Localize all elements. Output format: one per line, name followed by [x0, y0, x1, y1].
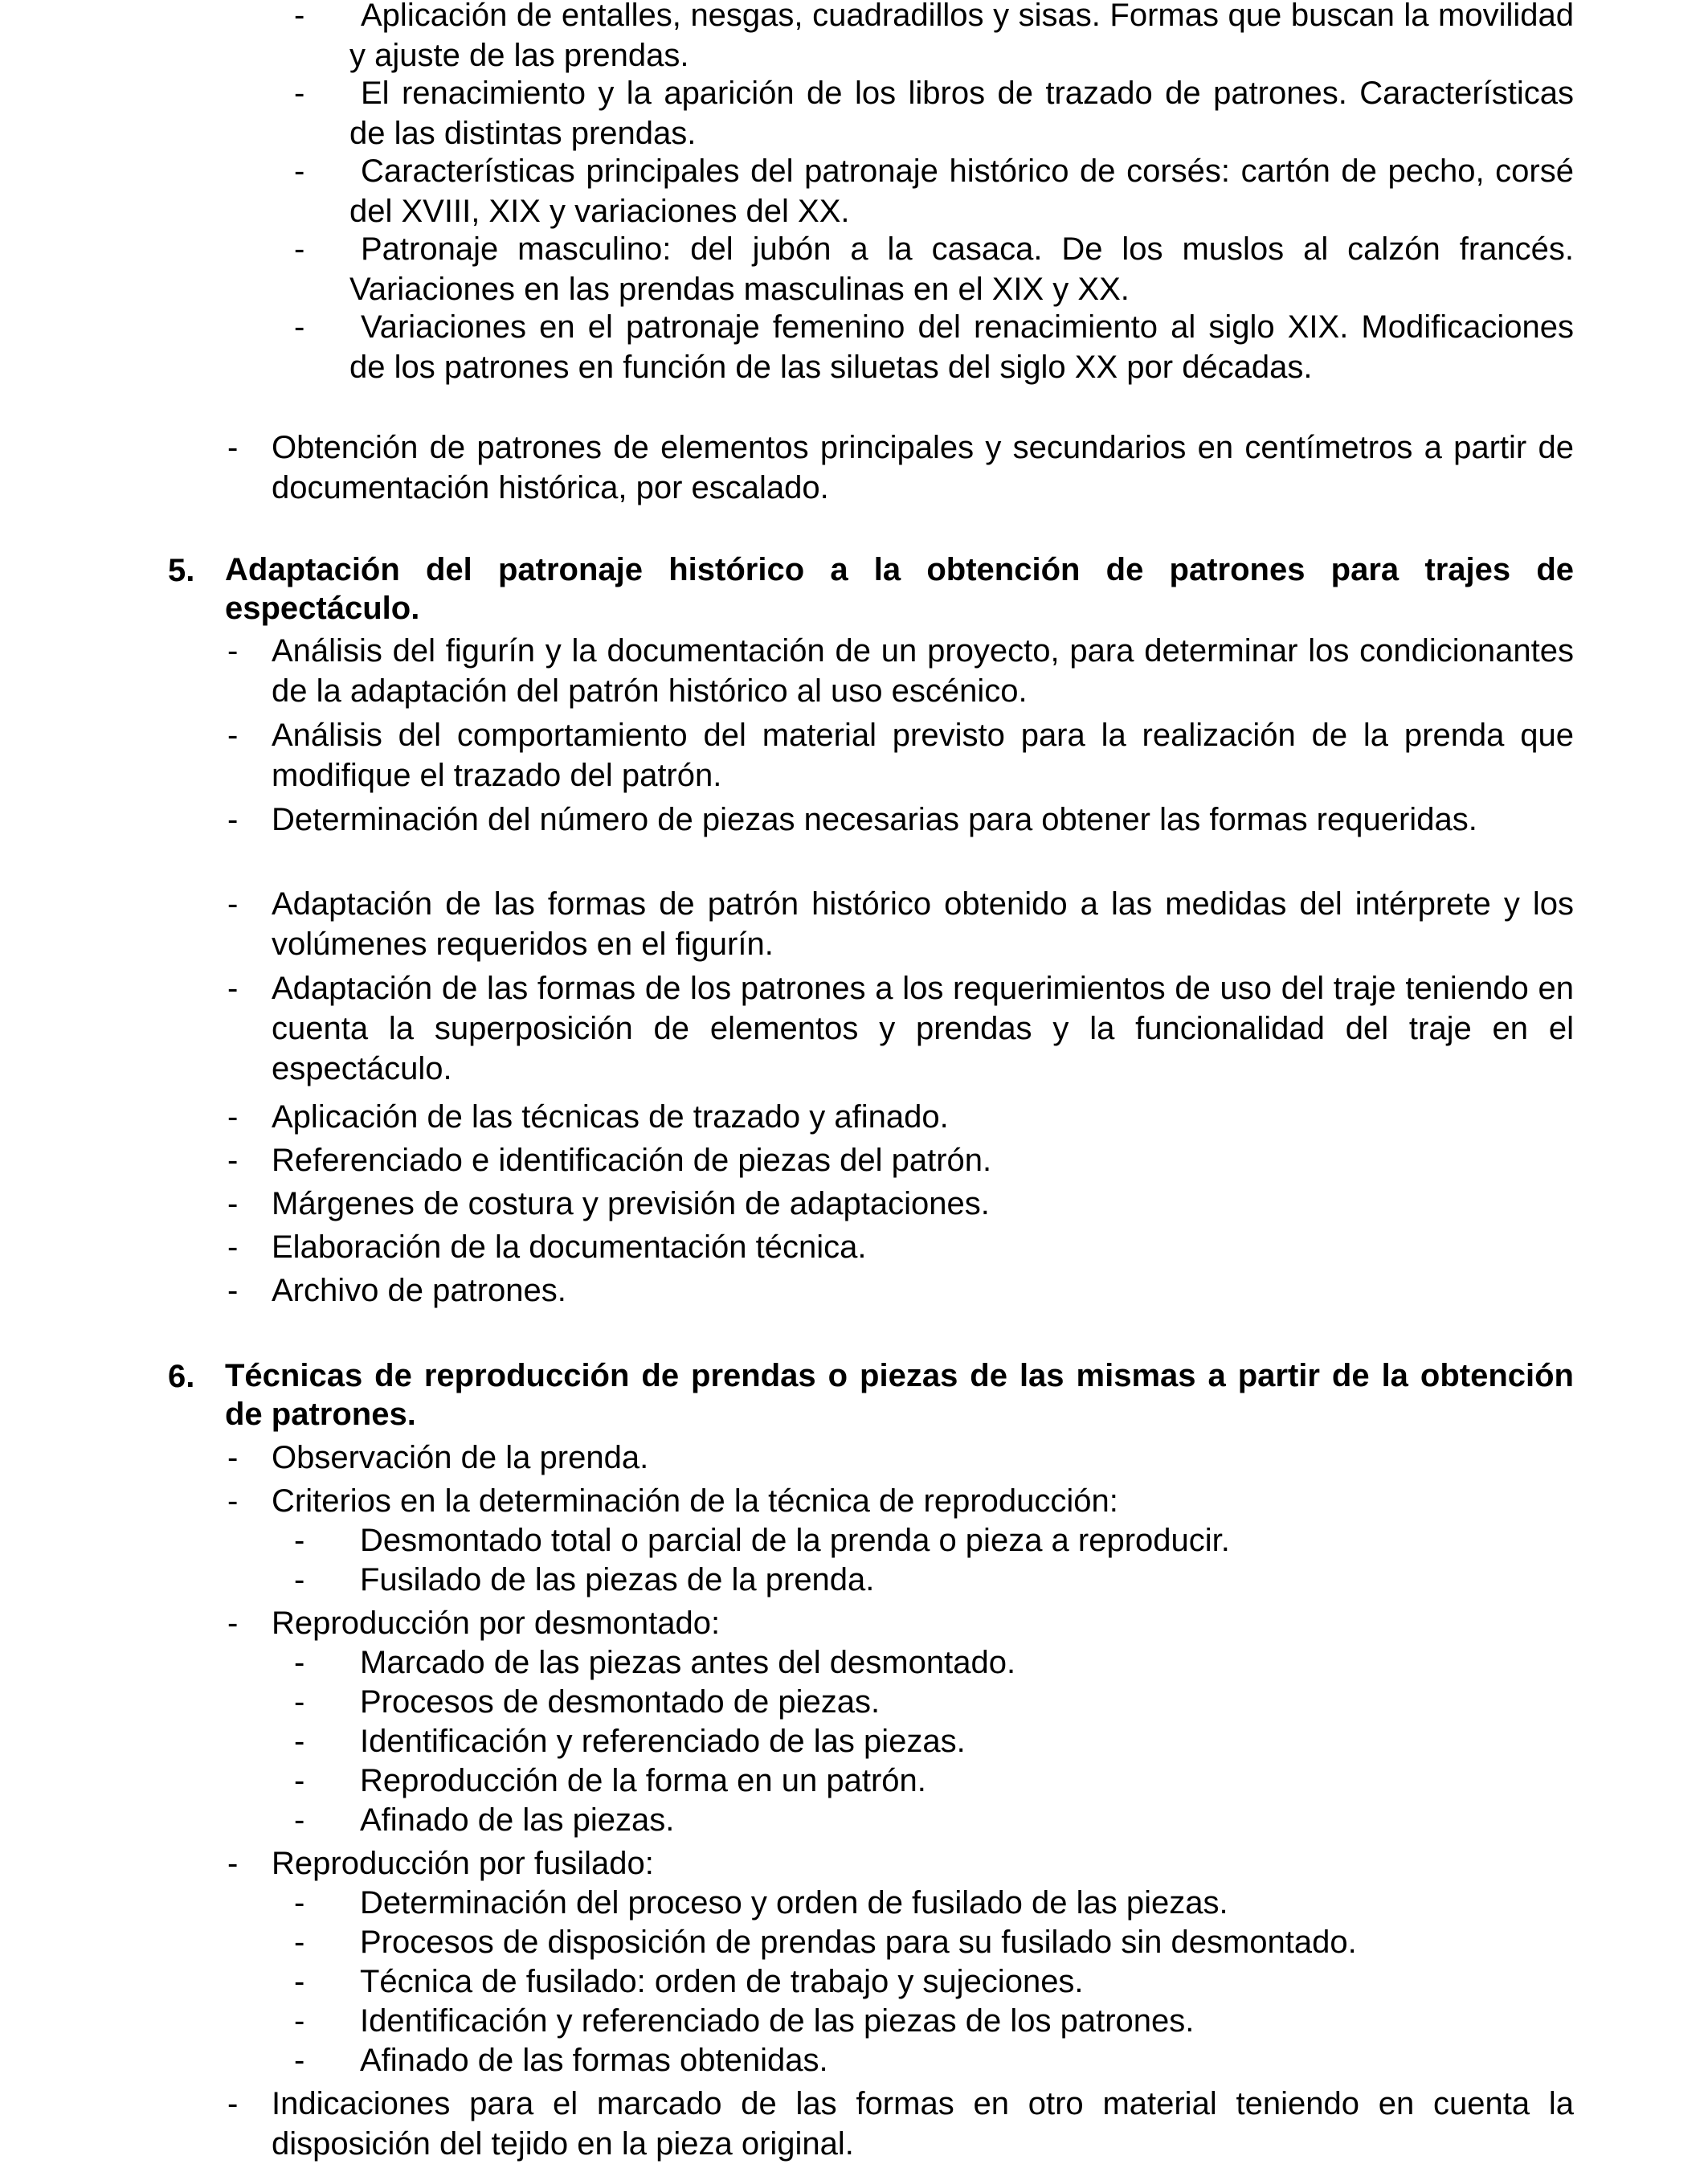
section-number: 5.: [168, 553, 195, 588]
bullet-dash: -: [294, 1763, 305, 1798]
list-item-text: Reproducción por desmontado:: [272, 1606, 721, 1641]
section-number: 6.: [168, 1359, 195, 1394]
sub-list-item-text: Identificación y referenciado de las piezas.: [360, 1724, 966, 1759]
list-item-text: Elaboración de la documentación técnica.: [272, 1229, 867, 1265]
bullet-dash: -: [227, 1143, 239, 1178]
bullet-dash: -: [227, 971, 239, 1006]
bullet-dash: -: [294, 2003, 305, 2039]
sub-list-item-text: Reproducción de la forma en un patrón.: [360, 1763, 926, 1798]
bullet-dash: -: [227, 1440, 239, 1475]
bullet-dash: -: [227, 1273, 239, 1308]
list-item-text: Características principales del patronaje histórico de corsés: cartón de pecho, corsé del XVIII, XIX y variaciones del XX.: [349, 153, 1574, 229]
bullet-dash: -: [227, 886, 239, 922]
list-item-text: Análisis del figurín y la documentación de un proyecto, para determinar los condicionantes de la adaptación del patrón histórico al uso escénico.: [272, 633, 1574, 709]
list-item-text: Análisis del comportamiento del material previsto para la realización de la prenda que modifique el trazado del patrón.: [272, 718, 1574, 793]
list-item-text: Márgenes de costura y previsión de adaptaciones.: [272, 1186, 990, 1221]
sub-list-item-text: Técnica de fusilado: orden de trabajo y sujeciones.: [360, 1964, 1084, 1999]
sub-list-item-text: Identificación y referenciado de las piezas de los patrones.: [360, 2003, 1195, 2039]
section-title: Técnicas de reproducción de prendas o piezas de las mismas a partir de la obtención de patrones.: [225, 1358, 1574, 1432]
bullet-dash: -: [294, 0, 305, 33]
list-item-text: Reproducción por fusilado:: [272, 1846, 654, 1881]
list-item-text: Adaptación de las formas de los patrones a los requerimientos de uso del traje teniendo en cuenta la superposición de elementos y prendas y la funcionalidad del traje en el espectáculo.: [272, 971, 1574, 1086]
sub-list-item-text: Afinado de las piezas.: [360, 1802, 675, 1838]
sub-list-item-text: Procesos de disposición de prendas para su fusilado sin desmontado.: [360, 1925, 1357, 1960]
bullet-dash: -: [227, 1606, 239, 1641]
bullet-dash: -: [294, 1523, 305, 1558]
sub-list-item-text: Fusilado de las piezas de la prenda.: [360, 1562, 875, 1597]
list-item-text: Indicaciones para el marcado de las formas en otro material teniendo en cuenta la disposición del tejido en la pieza original.: [272, 2086, 1574, 2162]
bullet-dash: -: [294, 231, 305, 267]
bullet-dash: -: [227, 802, 239, 837]
bullet-dash: -: [294, 1724, 305, 1759]
bullet-dash: -: [227, 2086, 239, 2121]
bullet-dash: -: [227, 430, 239, 465]
bullet-dash: -: [227, 1186, 239, 1221]
list-item-text: Criterios en la determinación de la técnica de reproducción:: [272, 1483, 1118, 1519]
bullet-dash: -: [294, 1964, 305, 1999]
bullet-dash: -: [227, 1483, 239, 1519]
list-item-text: Referenciado e identificación de piezas del patrón.: [272, 1143, 992, 1178]
bullet-dash: -: [294, 1645, 305, 1680]
bullet-dash: -: [294, 1684, 305, 1720]
bullet-dash: -: [227, 1099, 239, 1135]
sub-list-item-text: Afinado de las formas obtenidas.: [360, 2043, 828, 2078]
sub-list-item-text: Determinación del proceso y orden de fusilado de las piezas.: [360, 1885, 1228, 1921]
list-item-text: Aplicación de entalles, nesgas, cuadradillos y sisas. Formas que buscan la movilidad y ajuste de las prendas.: [349, 0, 1574, 73]
list-item-text: Observación de la prenda.: [272, 1440, 649, 1475]
bullet-dash: -: [294, 1562, 305, 1597]
bullet-dash: -: [294, 76, 305, 111]
bullet-dash: -: [227, 1229, 239, 1265]
bullet-dash: -: [294, 1925, 305, 1960]
list-item-text: Determinación del número de piezas necesarias para obtener las formas requeridas.: [272, 802, 1477, 837]
list-item-text: Obtención de patrones de elementos principales y secundarios en centímetros a partir de documentación histórica, por escalado.: [272, 430, 1574, 505]
bullet-dash: -: [294, 309, 305, 345]
list-item-text: Aplicación de las técnicas de trazado y afinado.: [272, 1099, 949, 1135]
section-title: Adaptación del patronaje histórico a la obtención de patrones para trajes de espectáculo.: [225, 552, 1574, 626]
bullet-dash: -: [227, 718, 239, 753]
sub-list-item-text: Procesos de desmontado de piezas.: [360, 1684, 881, 1720]
list-item-text: El renacimiento y la aparición de los libros de trazado de patrones. Características de las distintas prendas.: [349, 76, 1574, 151]
sub-list-item-text: Desmontado total o parcial de la prenda o pieza a reproducir.: [360, 1523, 1230, 1558]
list-item-text: Archivo de patrones.: [272, 1273, 566, 1308]
bullet-dash: -: [294, 153, 305, 189]
sub-list-item-text: Marcado de las piezas antes del desmontado.: [360, 1645, 1016, 1680]
bullet-dash: -: [294, 1802, 305, 1838]
bullet-dash: -: [294, 2043, 305, 2078]
bullet-dash: -: [227, 1846, 239, 1881]
list-item-text: Adaptación de las formas de patrón histórico obtenido a las medidas del intérprete y los volúmenes requeridos en el figurín.: [272, 886, 1574, 962]
bullet-dash: -: [227, 633, 239, 669]
bullet-dash: -: [294, 1885, 305, 1921]
list-item-text: Variaciones en el patronaje femenino del renacimiento al siglo XIX. Modificaciones de los patrones en función de las siluetas del siglo XX por décadas.: [349, 309, 1574, 385]
list-item-text: Patronaje masculino: del jubón a la casaca. De los muslos al calzón francés. Variaciones en las prendas masculinas en el XIX y XX.: [349, 231, 1574, 307]
